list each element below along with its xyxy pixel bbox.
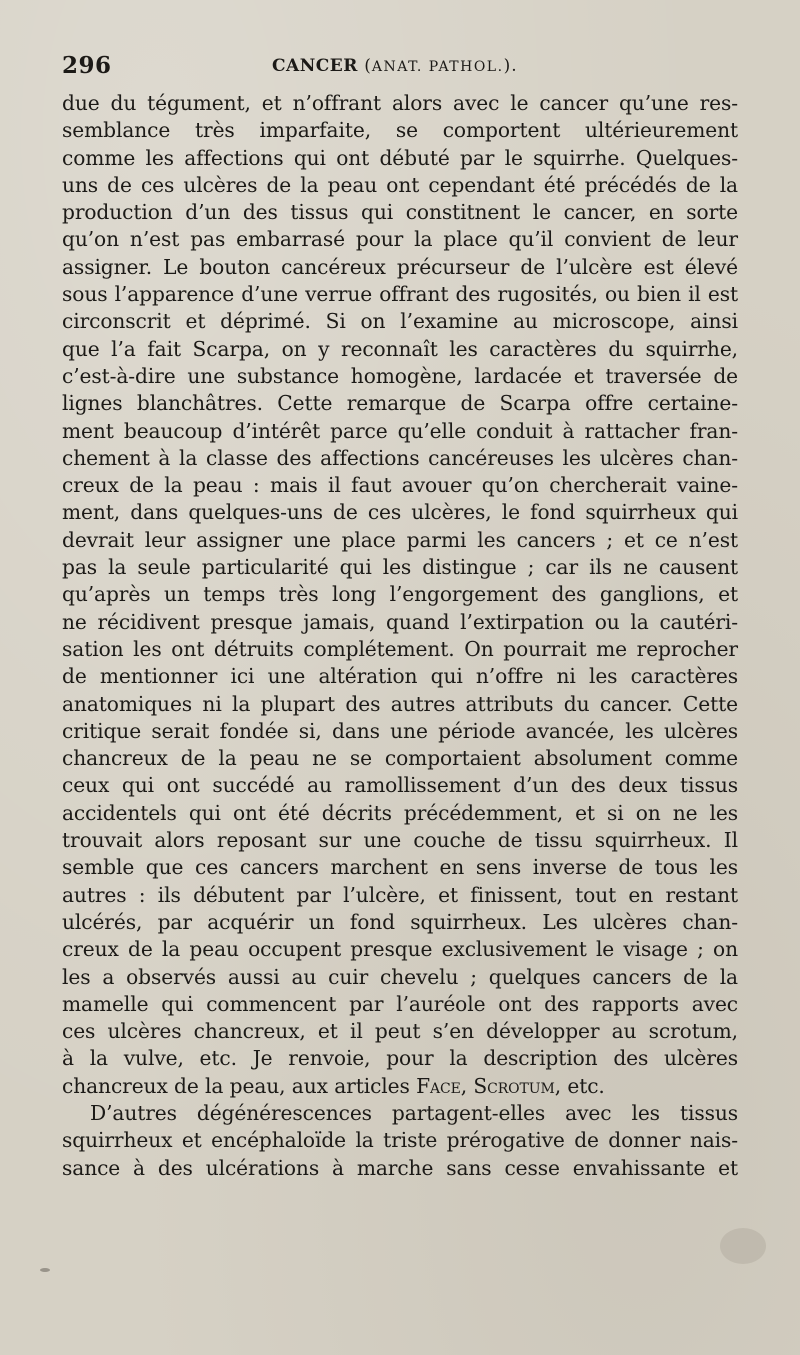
running-head-close: ). [503,56,518,76]
text-line: pas la seule particularité qui les distingue ; car ils ne causent [62,555,738,580]
text-line: sation les ont détruits complétement. On pourrait me reprocher [62,636,738,661]
text-line: ceux qui ont succédé au ramollissement d’un des deux tissus [62,773,738,798]
running-head-subtitle: ANAT. PATHOL. [371,59,504,75]
page-header [62,50,742,86]
page-number: 296 [62,52,112,79]
text-fragment: , [460,1073,474,1098]
text-line: ces ulcères chancreux, et il peut s’en développer au scrotum, [62,1019,738,1044]
text-line: assigner. Le bouton cancéreux précurseur de l’ulcère est élevé [62,254,738,279]
text-line: de mentionner ici une altération qui n’offre ni les caractères [62,664,738,689]
paper-stain [40,1268,50,1272]
text-line: critique serait fondée si, dans une période avancée, les ulcères [62,718,738,743]
text-line: anatomiques ni la plupart des autres attributs du cancer. Cette [62,691,738,716]
text-line: sance à des ulcérations à marche sans cesse envahissante et [62,1155,738,1180]
text-line: uns de ces ulcères de la peau ont cependant été précédés de la [62,172,738,197]
text-line: trouvait alors reposant sur une couche de tissu squirrheux. Il [62,828,738,853]
cross-reference-face: Face [416,1073,461,1098]
text-line: ment, dans quelques-uns de ces ulcères, le fond squirrheux qui [62,500,738,525]
text-line: les a observés aussi au cuir chevelu ; quelques cancers de la [62,964,738,989]
text-line: squirrheux et encéphaloïde la triste prérogative de donner nais- [62,1128,738,1153]
paragraph-start-line: D’autres dégénérescences partagent-elles avec les tissus [90,1100,738,1125]
text-line: production d’un des tissus qui constitnent le cancer, en sorte [62,200,738,225]
paper-stain [720,1228,766,1264]
text-line: qu’on n’est pas embarrasé pour la place qu’il convient de leur [62,227,738,252]
text-line: que l’a fait Scarpa, on y reconnaît les caractères du squirrhe, [62,336,738,361]
body-text [62,90,738,1182]
text-line: ulcérés, par acquérir un fond squirrheux. Les ulcères chan- [62,909,738,934]
text-line: ment beaucoup d’intérêt parce qu’elle conduit à rattacher fran- [62,418,738,443]
text-line: mamelle qui commencent par l’auréole ont des rapports avec [62,991,738,1016]
text-line: creux de la peau : mais il faut avouer qu’on chercherait vaine- [62,473,738,498]
text-fragment: chancreux de la peau, aux articles [62,1073,417,1098]
text-line: creux de la peau occupent presque exclusivement le visage ; on [62,937,738,962]
text-line: circonscrit et déprimé. Si on l’examine au microscope, ainsi [62,309,738,334]
running-head-open: ( [357,56,372,76]
paragraph-end-line [62,1073,738,1100]
text-line: semble que ces cancers marchent en sens inverse de tous les [62,855,738,880]
cross-reference-scrotum: Scrotum [473,1073,555,1098]
text-fragment: , etc. [554,1073,605,1098]
text-line: qu’après un temps très long l’engorgement des ganglions, et [62,582,738,607]
text-line: c’est-à-dire une substance homogène, lardacée et traversée de [62,363,738,388]
text-line: ne récidivent presque jamais, quand l’extirpation ou la cautéri- [62,609,738,634]
text-line: comme les affections qui ont débuté par le squirrhe. Quelques- [62,145,738,170]
text-line: semblance très imparfaite, se comportent ultérieurement [62,118,738,143]
text-line: sous l’apparence d’une verrue offrant des rugosités, ou bien il est [62,282,738,307]
text-line: lignes blanchâtres. Cette remarque de Scarpa offre certaine- [62,391,738,416]
text-line: due du tégument, et n’offrant alors avec le cancer qu’une res- [62,91,738,115]
text-line: autres : ils débutent par l’ulcère, et finissent, tout en restant [62,882,738,907]
running-head-title: CANCER [272,56,358,76]
text-line: accidentels qui ont été décrits précédemment, et si on ne les [62,800,738,825]
text-line: devrait leur assigner une place parmi les cancers ; et ce n’est [62,527,738,552]
text-line: chancreux de la peau ne se comportaient absolument comme [62,746,738,771]
text-line: chement à la classe des affections cancéreuses les ulcères chan- [62,445,738,470]
text-line: à la vulve, etc. Je renvoie, pour la description des ulcères [62,1046,738,1071]
running-head [272,56,518,76]
